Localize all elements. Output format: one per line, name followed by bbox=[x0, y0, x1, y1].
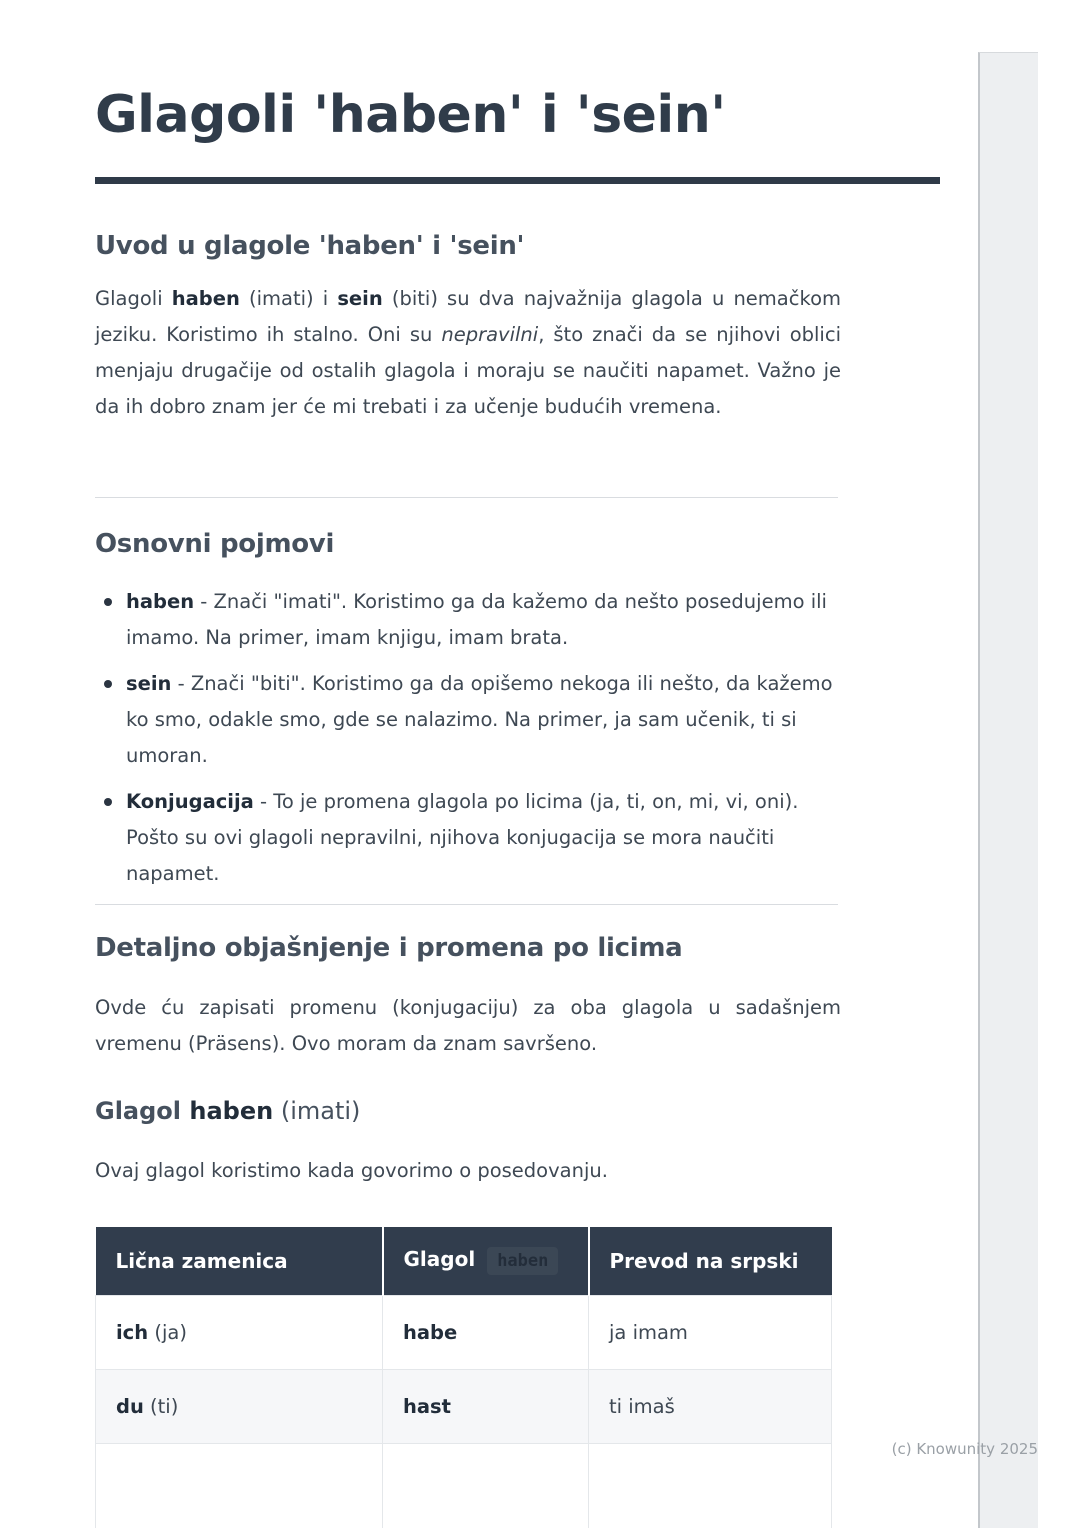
cell-verb bbox=[383, 1444, 589, 1528]
section-divider bbox=[95, 904, 838, 905]
table-header-pronoun-label: Lična zamenica bbox=[115, 1249, 288, 1273]
details-paragraph: Ovde ću zapisati promenu (konjugaciju) za oba glagola u sadašnjem vremenu (Präsens). Ovo moram da znam savršeno. bbox=[95, 996, 841, 1055]
title-underline bbox=[95, 177, 940, 184]
cell-translation: ti imaš bbox=[589, 1370, 832, 1444]
intro-paragraph: Glagoli haben (imati) i sein (biti) su dva najvažnija glagola u nemačkom jeziku. Koristimo ih stalno. Oni su nepravilni, što znači da se njihovi oblici menjaju drugačije od ostalih glagola i moraju se naučiti napamet. Važno je da ih dobro znam jer će mi trebati i za učenje budućih vremena. bbox=[95, 287, 841, 418]
table-header-translation-label: Prevod na srpski bbox=[609, 1249, 799, 1273]
table-header-verb bbox=[383, 1227, 589, 1296]
table-header-verb-label: Glagol bbox=[403, 1247, 476, 1271]
list-item-sein: sein - Znači "biti". Koristimo ga da opišemo nekoga ili nešto, da kažemo ko smo, odakle smo, gde se nalazimo. Na primer, ja sam učenik, ti si umoran. bbox=[95, 666, 841, 774]
concepts-list bbox=[95, 584, 841, 892]
conjugation-table bbox=[95, 1227, 832, 1528]
cell-translation: ja imam bbox=[589, 1296, 832, 1370]
section-heading-details: Detaljno objašnjenje i promena po licima bbox=[95, 933, 683, 963]
table-row-clipped bbox=[96, 1444, 832, 1528]
cell-pronoun: ich (ja) bbox=[96, 1296, 383, 1370]
watermark: (c) Knowunity 2025 bbox=[891, 1440, 1038, 1458]
cell-pronoun bbox=[96, 1444, 383, 1528]
haben-usage-paragraph: Ovaj glagol koristimo kada govorimo o posedovanju. bbox=[95, 1159, 608, 1182]
table-header-pronoun bbox=[96, 1227, 383, 1296]
subsection-heading-glagol-haben: Glagol haben (imati) bbox=[95, 1097, 361, 1125]
list-item-haben: haben - Znači "imati". Koristimo ga da kažemo da nešto posedujemo ili imamo. Na primer, imam knjigu, imam brata. bbox=[95, 584, 841, 656]
section-heading-intro: Uvod u glagole 'haben' i 'sein' bbox=[95, 231, 525, 261]
section-divider bbox=[95, 497, 838, 498]
cell-translation bbox=[589, 1444, 832, 1528]
section-heading-basics: Osnovni pojmovi bbox=[95, 529, 335, 559]
page-title: Glagoli 'haben' i 'sein' bbox=[95, 85, 726, 145]
table-header-row bbox=[96, 1227, 832, 1296]
cell-verb: hast bbox=[383, 1370, 589, 1444]
inline-code-haben: haben bbox=[487, 1247, 558, 1275]
list-item-konjugacija: Konjugacija - To je promena glagola po licima (ja, ti, on, mi, vi, oni). Pošto su ovi glagoli nepravilni, njihova konjugacija se mora naučiti napamet. bbox=[95, 784, 841, 892]
table-row-ich bbox=[96, 1296, 832, 1370]
cell-pronoun: du (ti) bbox=[96, 1370, 383, 1444]
table-header-translation bbox=[589, 1227, 832, 1296]
cell-verb: habe bbox=[383, 1296, 589, 1370]
scrollbar-track[interactable] bbox=[978, 52, 1038, 1528]
table-row-du bbox=[96, 1370, 832, 1444]
